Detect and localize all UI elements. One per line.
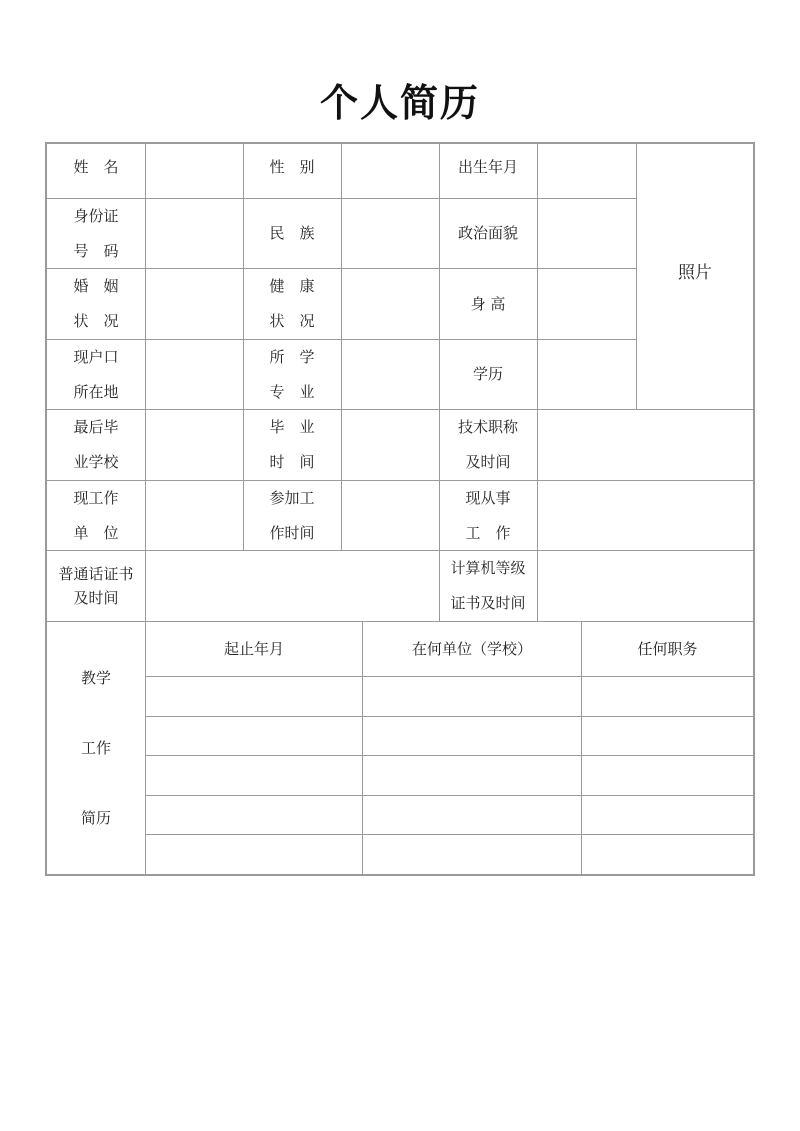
history-header-position: 任何职务	[637, 639, 698, 658]
history-cell[interactable]	[363, 756, 581, 795]
label-ethnicity: 民 族	[269, 224, 315, 242]
history-cell[interactable]	[146, 835, 362, 874]
field-current-job[interactable]	[538, 481, 753, 550]
page-title: 个人简历	[319, 80, 480, 125]
history-header-period: 起止年月	[223, 639, 284, 658]
field-political[interactable]	[538, 199, 636, 268]
history-side-label: 教学 工作 简历	[80, 669, 111, 827]
resume-form	[45, 142, 755, 876]
history-header-unit: 在何单位（学校）	[411, 639, 532, 658]
label-height: 身 高	[470, 294, 506, 313]
field-mandarin-cert[interactable]	[146, 551, 439, 621]
label-computer-cert: 计算机等级 证书及时间	[450, 559, 526, 612]
label-tech-title: 技术职称 及时间	[457, 418, 518, 471]
label-hukou: 现户口 所在地	[73, 347, 119, 401]
field-marital[interactable]	[146, 269, 243, 339]
label-birth: 出生年月	[457, 158, 518, 176]
field-hukou[interactable]	[146, 340, 243, 409]
history-cell[interactable]	[363, 717, 581, 755]
history-cell[interactable]	[363, 796, 581, 834]
label-health: 健 康 状 况	[269, 277, 315, 330]
label-marital: 婚 姻 状 况	[73, 277, 119, 330]
label-education: 学历	[472, 365, 503, 383]
history-cell[interactable]	[363, 677, 581, 716]
label-work-start: 参加工 作时间	[269, 488, 315, 542]
history-cell[interactable]	[146, 677, 362, 716]
history-cell[interactable]	[582, 835, 753, 874]
history-cell[interactable]	[363, 835, 581, 874]
field-health[interactable]	[342, 269, 439, 339]
field-ethnicity[interactable]	[342, 199, 439, 268]
history-cell[interactable]	[146, 717, 362, 755]
label-political: 政治面貌	[457, 224, 518, 242]
label-name: 姓 名	[73, 158, 119, 176]
field-work-start[interactable]	[342, 481, 439, 550]
label-last-school: 最后毕 业学校	[73, 418, 119, 471]
photo-box[interactable]: 照片	[678, 263, 712, 283]
history-cell[interactable]	[146, 796, 362, 834]
label-work-unit: 现工作 单 位	[73, 488, 119, 542]
field-education[interactable]	[538, 340, 636, 409]
history-cell[interactable]	[582, 796, 753, 834]
field-id-number[interactable]	[146, 199, 243, 268]
label-gender: 性 别	[269, 158, 315, 176]
field-height[interactable]	[538, 269, 636, 339]
field-tech-title[interactable]	[538, 410, 753, 480]
field-name[interactable]	[146, 144, 243, 198]
label-grad-time: 毕 业 时 间	[269, 418, 315, 471]
field-birth[interactable]	[538, 144, 636, 198]
history-cell[interactable]	[146, 756, 362, 795]
history-cell[interactable]	[582, 756, 753, 795]
field-work-unit[interactable]	[146, 481, 243, 550]
label-id-number: 身份证 号 码	[73, 206, 119, 260]
field-last-school[interactable]	[146, 410, 243, 480]
field-grad-time[interactable]	[342, 410, 439, 480]
history-cell[interactable]	[582, 717, 753, 755]
label-major: 所 学 专 业	[269, 347, 315, 401]
field-gender[interactable]	[342, 144, 439, 198]
label-mandarin-cert: 普通话证书 及时间	[58, 565, 134, 607]
field-major[interactable]	[342, 340, 439, 409]
label-current-job: 现从事 工 作	[465, 488, 511, 542]
history-cell[interactable]	[582, 677, 753, 716]
field-computer-cert[interactable]	[538, 551, 753, 621]
